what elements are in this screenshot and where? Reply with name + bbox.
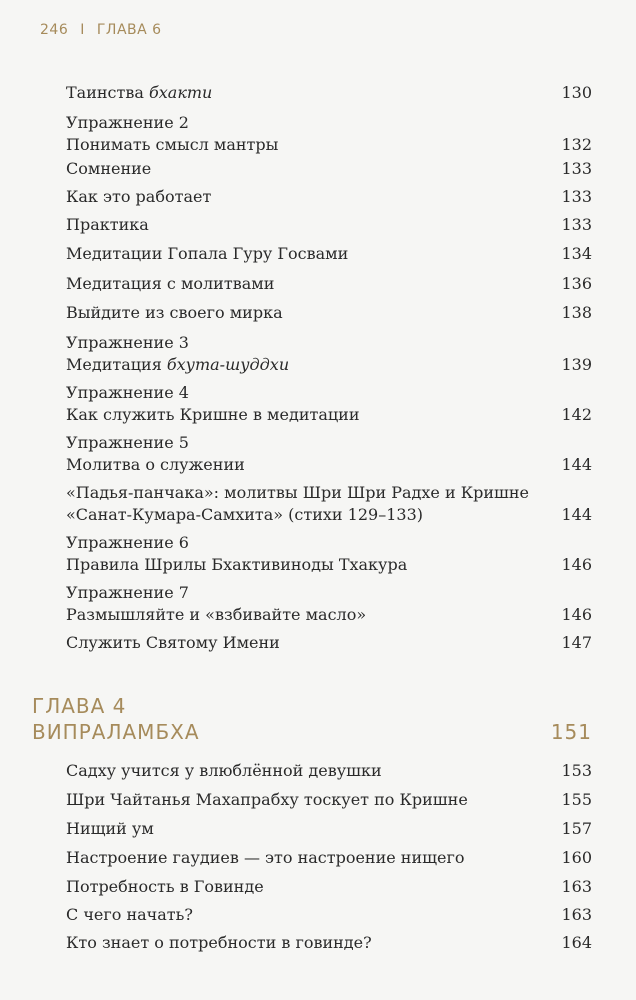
toc-entry-text: Упражнение 7 [66,583,189,602]
toc-entry-line [66,876,546,898]
toc-entry-line [66,789,546,811]
toc-entry-text: Как служить Кришне в медитации [66,405,360,424]
page-number: 246 [40,22,69,38]
toc-entry-text: бхакти [148,83,213,102]
toc-entry-line [66,186,546,208]
toc-entry-page-number: 160 [561,848,592,867]
toc-entry-line [66,604,546,626]
toc-entry-text: Упражнение 3 [66,333,189,352]
toc-entry-line [66,404,546,426]
toc-entry-text: С чего начать? [66,905,193,924]
toc-entry-page-number: 133 [561,187,592,206]
chapter-label: ГЛАВА 4 [32,694,127,718]
toc-entry-title [66,382,546,426]
toc-entry-title [66,186,546,208]
toc-entry-text: Упражнение 4 [66,383,189,402]
toc-entry-title [66,82,546,104]
toc-entry-text: бхута-шуддхи [166,355,290,374]
toc-entry-title [66,789,546,811]
toc-entry-page-number: 144 [561,455,592,474]
toc-entry-title [66,818,546,840]
toc-entry-line [66,243,546,265]
toc-entry-title [66,243,546,265]
toc-entry-line [66,432,546,454]
toc-entry-text: Практика [66,215,149,234]
toc-entry-line [66,904,546,926]
toc-entry-line [66,554,546,576]
toc-entry-page-number: 144 [561,505,592,524]
toc-entry-title [66,632,546,654]
chapter-reference: ГЛАВА 6 [96,22,162,38]
toc-entry-page-number: 142 [561,405,592,424]
toc-entry-text: Медитация [66,355,167,374]
toc-entry-title [66,158,546,180]
toc-entry-line [66,482,546,504]
toc-entry-line [66,158,546,180]
toc-entry-text: Как это работает [66,187,212,206]
toc-entry-text: Шри Чайтанья Махапрабху тоскует по Кришне [66,790,468,809]
toc-entry-page-number: 138 [561,303,592,322]
toc-entry-title [66,482,546,526]
toc-entry-page-number: 132 [561,135,592,154]
toc-entry-text: Настроение гаудиев — это настроение нищего [66,848,465,867]
toc-entry-text: Размышляйте и «взбивайте масло» [66,605,367,624]
toc-entry-line [66,332,546,354]
toc-entry-page-number: 146 [561,555,592,574]
toc-entry-title [66,332,546,376]
toc-entry-text: Кто знает о потребности в говинде? [66,933,372,952]
toc-entry-text: Потребность в Говинде [66,877,264,896]
toc-entry-line [66,932,546,954]
toc-entry-line [66,214,546,236]
toc-entry-title [66,876,546,898]
running-head [40,22,162,38]
toc-entry-line [66,82,546,104]
toc-entry-line [66,273,546,295]
toc-entry-text: Упражнение 5 [66,433,189,452]
toc-entry-line [66,632,546,654]
toc-entry-title [66,112,546,156]
header-separator: I [80,22,85,38]
toc-entry-page-number: 146 [561,605,592,624]
toc-entry-page-number: 133 [561,215,592,234]
toc-entry-page-number: 157 [561,819,592,838]
toc-entry-text: Сомнение [66,159,152,178]
toc-entry-text: «Санат-Кумара-Самхита» (стихи 129–133) [66,505,423,524]
toc-entry-line [66,760,546,782]
toc-entry-title [66,214,546,236]
toc-entry-text: Садху учится у влюблённой девушки [66,761,382,780]
toc-entry-line [66,532,546,554]
toc-entry-title [66,273,546,295]
toc-entry-text: «Падья-панчака»: молитвы Шри Шри Радхе и Кришне [66,483,529,502]
toc-entry-page-number: 134 [561,244,592,263]
toc-entry-text: Правила Шрилы Бхактивиноды Тхакура [66,555,408,574]
toc-entry-title [66,582,546,626]
toc-entry-line [66,112,546,134]
toc-entry-page-number: 163 [561,905,592,924]
toc-entry-line [66,354,546,376]
toc-entry-title [66,760,546,782]
toc-entry-line [66,582,546,604]
toc-entry-line [66,382,546,404]
toc-entry-title [66,432,546,476]
toc-entry-title [66,847,546,869]
toc-entry-page-number: 130 [561,83,592,102]
chapter-name: ВИПРАЛАМБХА [32,720,200,744]
toc-entry-page-number: 153 [561,761,592,780]
toc-entry-line [66,454,546,476]
toc-entry-text: Медитации Гопала Гуру Госвами [66,244,349,263]
toc-entry-title [66,932,546,954]
toc-entry-line [66,818,546,840]
toc-entry-line [66,302,546,324]
toc-entry-text: Молитва о служении [66,455,245,474]
toc-entry-page-number: 147 [561,633,592,652]
toc-entry-text: Упражнение 6 [66,533,189,552]
toc-entry-page-number: 155 [561,790,592,809]
chapter-page-number: 151 [550,720,592,744]
toc-entry-title [66,532,546,576]
toc-entry-page-number: 133 [561,159,592,178]
toc-entry-text: Медитация с молитвами [66,274,275,293]
toc-entry-page-number: 163 [561,877,592,896]
toc-entry-text: Таинства [66,83,149,102]
toc-entry-text: Выйдите из своего мирка [66,303,283,322]
toc-entry-title [66,302,546,324]
toc-entry-line [66,134,546,156]
toc-entry-text: Нищий ум [66,819,154,838]
toc-entry-page-number: 136 [561,274,592,293]
toc-entry-page-number: 139 [561,355,592,374]
toc-entry-page-number: 164 [561,933,592,952]
toc-entry-line [66,504,546,526]
toc-entry-text: Служить Святому Имени [66,633,280,652]
toc-entry-text: Понимать смысл мантры [66,135,279,154]
toc-entry-line [66,847,546,869]
toc-entry-text: Упражнение 2 [66,113,189,132]
toc-entry-title [66,904,546,926]
